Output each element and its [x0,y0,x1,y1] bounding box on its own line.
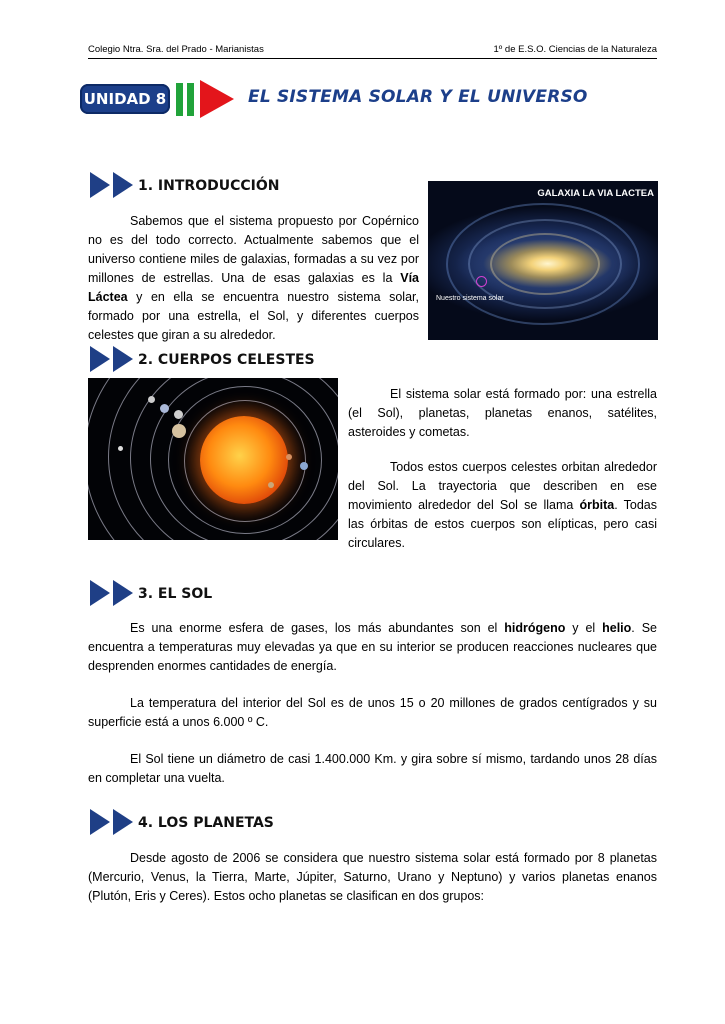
galaxy-caption: GALAXIA LA VIA LACTEA [537,188,654,199]
intro-paragraph: Sabemos que el sistema propuesto por Copérnico no es del todo correcto. Actualmente sabemos que el universo contiene miles de galaxias, formadas a su vez por millones de estrellas. Una de esas galaxias es la Vía Láctea y en ella se encuentra nuestro sistema solar, formado por una estrella, el Sol, y diferentes cuerpos celestes que giran a su alrededor. [88,214,419,342]
section-title-sol: 3. EL SOL [138,586,213,602]
section-arrows-icon [90,809,136,835]
planet-icon [268,482,274,488]
bold-helio: helio [602,621,632,635]
cuerpos-paragraph-2: Todos estos cuerpos celestes orbitan alrededor del Sol. La trayectoria que describen en ese movimiento alrededor del Sol se llama órbita. Todas las órbitas de estos cuerpos son elípticas, pero casi circulares. [348,460,657,550]
solar-system-marker-icon [476,276,487,287]
section-arrows-icon [90,172,136,198]
bold-hidrogeno: hidrógeno [504,621,566,635]
galaxy-image [428,181,658,340]
red-arrow-icon [200,80,234,118]
planet-icon [118,446,123,451]
sol-paragraph-1: Es una enorme esfera de gases, los más abundantes son el hidrógeno y el helio. Se encuentra a temperaturas muy elevadas ya que en su interior se producen reacciones nucleares que desprenden enormes cantidades de energía. [88,621,657,673]
bold-orbita: órbita [579,498,615,512]
page-header [88,44,657,59]
unit-title: EL SISTEMA SOLAR Y EL UNIVERSO [248,87,588,107]
section-title-planetas: 4. LOS PLANETAS [138,815,274,831]
section-arrows-icon [90,580,136,606]
header-course: 1º de E.S.O. Ciencias de la Naturaleza [493,44,657,55]
planet-icon [160,404,169,413]
planet-icon [148,396,155,403]
planet-icon [300,462,308,470]
section-title-intro: 1. INTRODUCCIÓN [138,178,280,194]
section-arrows-icon [90,346,136,372]
galaxy-label: Nuestro sistema solar [436,295,504,302]
planet-icon [286,454,292,460]
solar-system-image [88,378,338,540]
cuerpos-paragraph-1: El sistema solar está formado por: una estrella (el Sol), planetas, planetas enanos, satélites, asteroides y cometas. [348,387,657,439]
green-bar-icon [187,83,194,116]
header-school: Colegio Ntra. Sra. del Prado - Marianistas [88,44,264,55]
green-bar-icon [176,83,183,116]
bold-via-lactea: Vía Láctea [88,271,419,304]
planet-icon [174,410,183,419]
sun-icon [200,416,288,504]
unit-badge: UNIDAD 8 [80,84,170,114]
sol-paragraph-2: La temperatura del interior del Sol es de unos 15 o 20 millones de grados centígrados y su superficie está a unos 6.000 º C. [88,696,657,729]
planet-icon [172,424,186,438]
section-title-cuerpos: 2. CUERPOS CELESTES [138,352,315,368]
planetas-paragraph: Desde agosto de 2006 se considera que nuestro sistema solar está formado por 8 planetas (Mercurio, Venus, la Tierra, Marte, Júpiter, Saturno, Urano y Neptuno) y varios planetas enanos (Plutón, Eris y Ceres). Estos ocho planetas se clasifican en dos grupos: [88,851,657,903]
sol-paragraph-3: El Sol tiene un diámetro de casi 1.400.000 Km. y gira sobre sí mismo, tardando unos 28 días en completar una vuelta. [88,752,657,785]
